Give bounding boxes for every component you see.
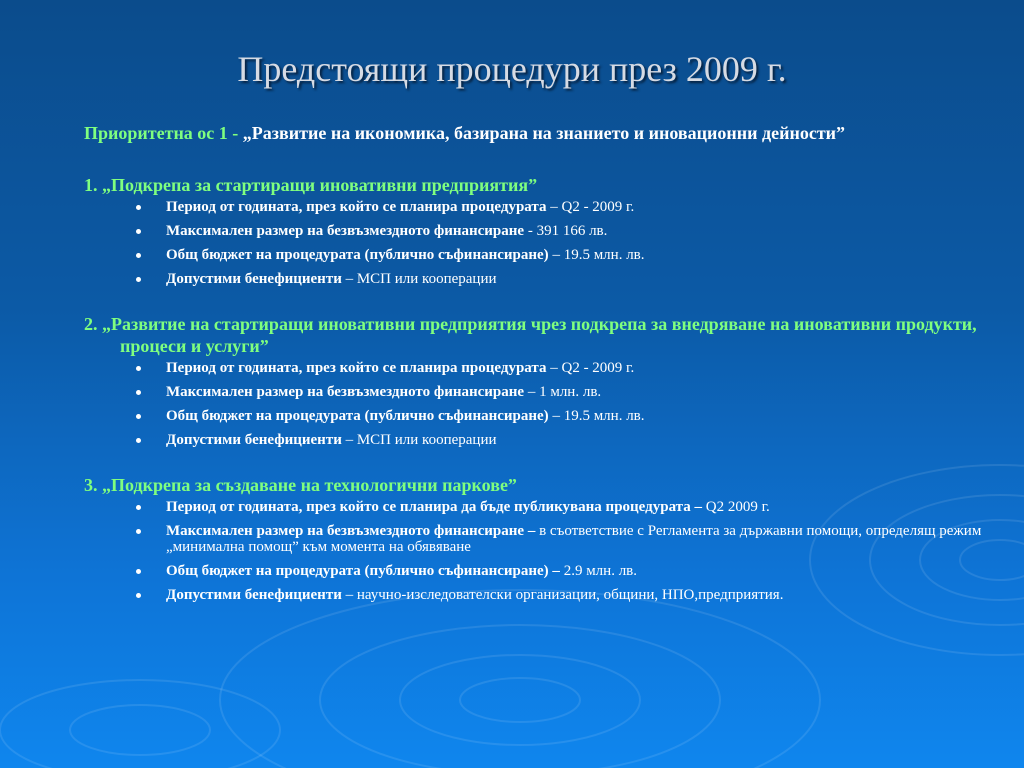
list-item [166, 499, 1024, 515]
procedure-1-details [84, 199, 1024, 287]
bullet-label: Максимален размер на безвъзмездното финансиране – [166, 523, 536, 539]
bullet-value: – 19.5 млн. лв. [548, 408, 645, 424]
list-item [166, 563, 1024, 579]
bullet-value: Q2 2009 г. [701, 499, 770, 515]
bullet-label: Общ бюджет на процедурата (публично съфинансиране) [166, 408, 549, 424]
bullet-icon [136, 253, 141, 258]
bullet-label: Допустими бенефициенти [166, 271, 342, 287]
bullet-label: Общ бюджет на процедурата (публично съфинансиране) [166, 247, 549, 263]
bullet-value: – Q2 - 2009 г. [546, 199, 635, 215]
list-item [166, 199, 1024, 215]
list-item [166, 384, 1024, 400]
bullet-value: – 1 млн. лв. [524, 384, 602, 400]
list-item [166, 587, 1024, 603]
list-item [166, 271, 1024, 287]
list-item [166, 432, 1024, 448]
bullet-icon [136, 529, 141, 534]
procedure-1-heading: 1. „Подкрепа за стартиращи иновативни предприятия” [84, 175, 538, 195]
bullet-value: – Q2 - 2009 г. [546, 360, 635, 376]
slide-title: Предстоящи процедури през 2009 г. [237, 49, 787, 89]
bullet-label: Допустими бенефициенти [166, 432, 342, 448]
bullet-value: - 391 166 лв. [524, 223, 608, 239]
procedure-2-heading: 2. „Развитие на стартиращи иновативни предприятия чрез подкрепа за внедряване на иновативни продукти, процеси и услуги” [84, 314, 977, 356]
bullet-icon [136, 205, 141, 210]
bullet-value: в съответствие с Регламента за държавни помощи, определящ режим „минимална помощ” към момента на обявяване [166, 523, 982, 555]
bullet-value: – 19.5 млн. лв. [548, 247, 645, 263]
bullet-label: Общ бюджет на процедурата (публично съфинансиране) – [166, 563, 560, 579]
procedure-2-details [84, 360, 1024, 448]
bullet-icon [136, 593, 141, 598]
bullet-icon [136, 569, 141, 574]
bullet-icon [136, 438, 141, 443]
bullet-icon [136, 277, 141, 282]
bullet-icon [136, 229, 141, 234]
bullet-label: Период от годината, през който се планира процедурата [166, 360, 547, 376]
list-item [166, 360, 1024, 376]
bullet-icon [136, 390, 141, 395]
procedure-3-details [84, 499, 1024, 603]
bullet-label: Максимален размер на безвъзмездното финансиране [166, 223, 525, 239]
bullet-label: Максимален размер на безвъзмездното финансиране [166, 384, 525, 400]
bullet-value: – МСП или кооперации [341, 432, 497, 448]
bullet-icon [136, 505, 141, 510]
list-item [166, 523, 1024, 555]
bullet-label: Период от годината, през който се планира процедурата [166, 199, 547, 215]
list-item [166, 223, 1024, 239]
procedure-3-heading: 3. „Подкрепа за създаване на технологични паркове” [84, 475, 517, 495]
bullet-icon [136, 414, 141, 419]
bullet-label: Период от годината, през който се планира да бъде публикувана процедурата – [166, 499, 702, 515]
slide-content [84, 122, 1024, 629]
bullet-value: – научно-изследователски организации, общини, НПО,предприятия. [341, 587, 784, 603]
priority-axis-label: Приоритетна ос 1 - [84, 123, 239, 143]
list-item [166, 247, 1024, 263]
bullet-icon [136, 366, 141, 371]
bullet-value: – МСП или кооперации [341, 271, 497, 287]
bullet-label: Допустими бенефициенти [166, 587, 342, 603]
list-item [166, 408, 1024, 424]
bullet-value: 2.9 млн. лв. [559, 563, 638, 579]
priority-axis [84, 122, 1024, 144]
priority-axis-text: „Развитие на икономика, базирана на знанието и иновационни дейности” [242, 123, 846, 143]
